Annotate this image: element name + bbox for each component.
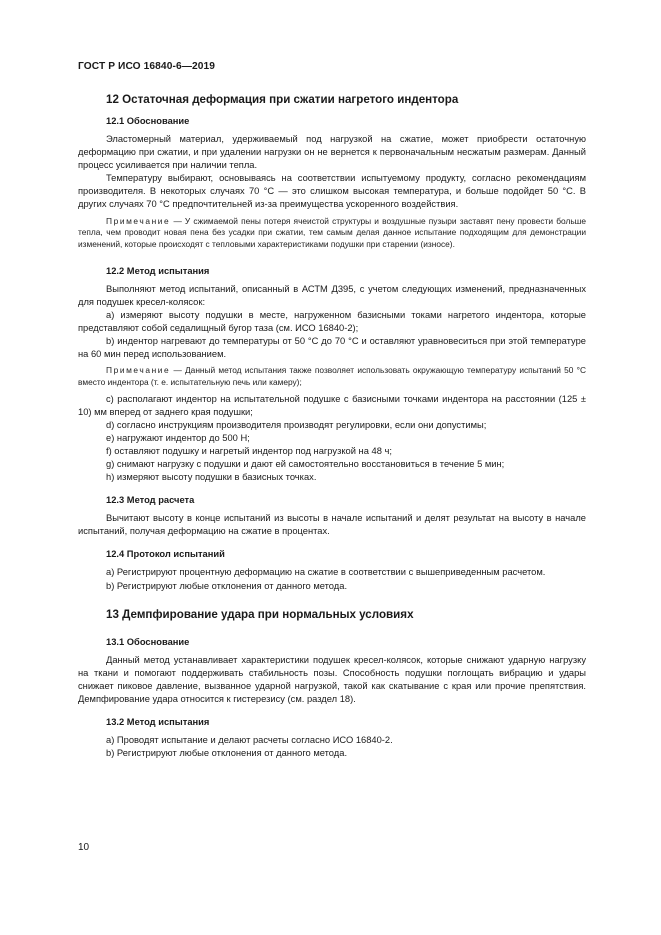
list-item: d) согласно инструкциям производителя производят регулировки, если они допустимы; — [106, 419, 487, 430]
subsection-12-2-title: 12.2 Метод испытания — [106, 265, 210, 276]
list-item: f) оставляют подушку и нагретый индентор под нагрузкой на 48 ч; — [106, 446, 392, 457]
page-content — [78, 92, 586, 760]
paragraph: Вычитают высоту в конце испытаний из высоты в начале испытаний и делят результат на высоту в начале испытаний, получая деформацию на сжатие в процентах. — [78, 513, 586, 537]
list-item: h) измеряют высоту подушки в базисных точках. — [106, 472, 317, 483]
subsection-13-1-title: 13.1 Обоснование — [106, 636, 190, 647]
paragraph: Температуру выбирают, основываясь на соответствии испытуемому продукту, согласно рекомендациям производителя. В некоторых случаях 70 °С — это слишком высокая температура, и больше подойдет 50 °С. В других случаях 70 °С предпочтительней из-за преимущества ускоренного воздействия. — [78, 173, 586, 210]
note-label: Примечание — [106, 365, 171, 376]
section-13-title: 13 Демпфирование удара при нормальных условиях — [106, 607, 414, 621]
list-item: a) Регистрируют процентную деформацию на сжатие в соответствии с вышеприведенным расчетом. — [106, 567, 546, 578]
list-item: b) Регистрируют любые отклонения от данного метода. — [106, 580, 348, 591]
list-item: g) снимают нагрузку с подушки и дают ей самостоятельно восстановиться в течение 5 мин; — [106, 459, 505, 470]
note-text: — Данный метод испытания также позволяет использовать окружающую температуру испытаний 50 °С вместо индентора (т. е. испытательную печь или камеру); — [78, 365, 586, 387]
list-item: a) Проводят испытание и делают расчеты согласно ИСО 16840-2. — [106, 735, 393, 746]
note-label: Примечание — [106, 215, 171, 226]
page-number: 10 — [78, 842, 90, 853]
note — [78, 216, 586, 251]
paragraph: Эластомерный материал, удерживаемый под нагрузкой на сжатие, может приобрести остаточную деформацию при сжатии, и при удалении нагрузки он не вернется к первоначальным несжатым размерам. Данный процесс усиливается при наличии тепла. — [78, 134, 586, 171]
subsection-12-1-title: 12.1 Обоснование — [106, 116, 190, 126]
list-item: c) располагают индентор на испытательной подушке с базисными точками индентора на расстоянии (125 ± 10) мм вперед от заднего края подушки; — [78, 393, 586, 417]
list-item: a) измеряют высоту подушки в месте, нагруженном базисными токами нагретого индентора, которые представляют собой седалищный бугор таза (см. ИСО 16840-2); — [78, 309, 586, 333]
paragraph: Данный метод устанавливает характеристики подушек кресел-колясок, которые снижают ударную нагрузку на ткани и помогают поддерживать стабильность позы. Способность подушки поглощать вибрацию и удары снижает пиковое давление, вызванное ударной нагрузкой, такой как скатывание с края или прочие препятствия. Демпфирование удара относится к гистерезису (см. раздел 18). — [78, 654, 586, 704]
document-header: ГОСТ Р ИСО 16840-6—2019 — [78, 61, 216, 72]
note-text: — У сжимаемой пены потеря ячеистой структуры и воздушные пузыри заставят пену провести больше тепла, чем проводит новая пена без усадки при сжатии, тем самым делая данное испытание подходящим для демонстрации изменений, которые происходят с тепловыми характеристиками подушки при старении (износе). — [78, 215, 586, 249]
list-item: e) нагружают индентор до 500 Н; — [106, 432, 250, 443]
subsection-12-3-title: 12.3 Метод расчета — [106, 495, 195, 506]
paragraph: Выполняют метод испытаний, описанный в АСТМ Д395, с учетом следующих изменений, предназначенных для подушек кресел-колясок: — [78, 283, 586, 307]
subsection-12-4-title: 12.4 Протокол испытаний — [106, 549, 225, 560]
list-item: b) индентор нагревают до температуры от 50 °С до 70 °С и оставляют уравновеситься при этой температуре на 60 мин перед использованием. — [78, 336, 586, 360]
subsection-13-2-title: 13.2 Метод испытания — [106, 717, 210, 728]
list-item: b) Регистрируют любые отклонения от данного метода. — [106, 748, 348, 759]
note — [78, 365, 586, 388]
section-12-title: 12 Остаточная деформация при сжатии нагретого индентора — [106, 93, 459, 106]
